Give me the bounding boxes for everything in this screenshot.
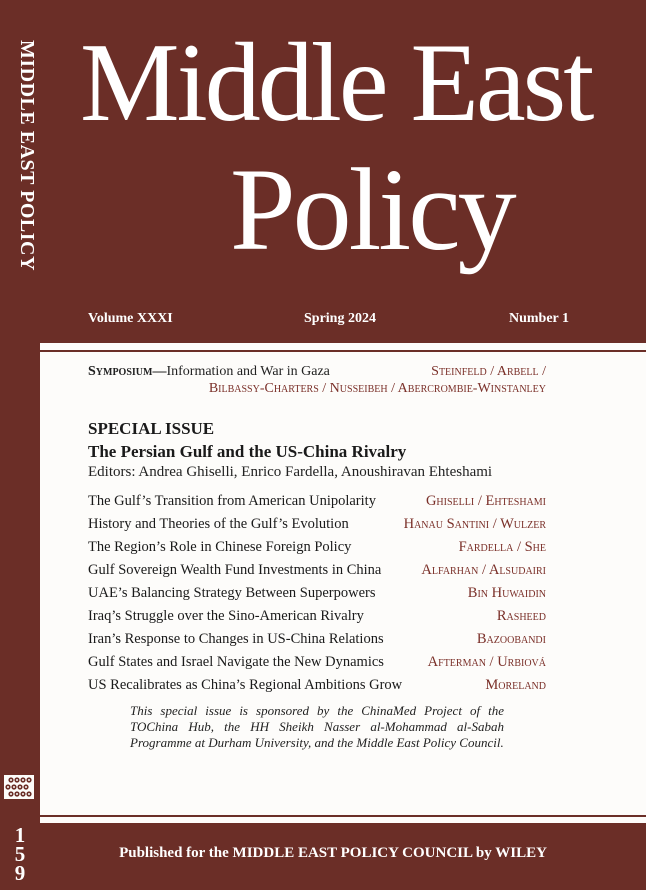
symposium-topic: Information and War in Gaza: [166, 364, 330, 379]
article-title: UAE’s Balancing Strategy Between Superpowers: [88, 585, 376, 601]
toc-entry: [88, 516, 546, 539]
article-title: History and Theories of the Gulf’s Evolution: [88, 516, 349, 532]
toc-entry: [88, 493, 546, 516]
journal-title-line2: Policy: [230, 144, 514, 275]
article-authors: Ghiselli / Ehteshami: [425, 493, 546, 509]
spine-issue-digit: 9: [14, 861, 26, 885]
article-title: Gulf Sovereign Wealth Fund Investments in China: [88, 562, 382, 578]
article-authors: Bin Huwaidin: [467, 585, 546, 601]
bottom-rule: [40, 815, 646, 817]
spine-issue-digit: 5: [14, 842, 26, 866]
toc-entry: [88, 654, 546, 677]
article-authors: Rasheed: [496, 608, 546, 624]
article-title: US Recalibrates as China’s Regional Ambitions Grow: [88, 677, 403, 693]
symposium-authors: Bilbassy-Charters / Nusseibeh / Abercrombie-Winstanley: [208, 381, 546, 396]
journal-title-line1: Middle East: [80, 21, 592, 145]
symposium-block: [88, 363, 546, 396]
spine-title: MIDDLE EAST POLICY: [16, 40, 38, 271]
symposium-label: Symposium—: [88, 364, 167, 379]
spine-issue-digit: 1: [14, 823, 26, 847]
top-rule: [40, 350, 646, 352]
article-title: Gulf States and Israel Navigate the New Dynamics: [88, 654, 384, 670]
article-authors: Moreland: [485, 677, 546, 693]
publisher-line: Published for the MIDDLE EAST POLICY COUNCIL by WILEY: [119, 845, 547, 861]
toc-entry: [88, 608, 546, 631]
table-of-contents: [88, 493, 546, 700]
toc-entry: [88, 539, 546, 562]
article-authors: Afterman / Urbiová: [427, 654, 546, 670]
season-label: Spring 2024: [304, 311, 376, 326]
article-authors: Hanau Santini / Wulzer: [403, 516, 546, 532]
toc-entry: [88, 677, 546, 700]
symposium-authors: Steinfeld / Arbell /: [431, 364, 546, 379]
toc-entry: [88, 562, 546, 585]
article-authors: Fardella / She: [458, 539, 546, 555]
article-title: The Region’s Role in Chinese Foreign Policy: [88, 539, 352, 555]
toc-entry: [88, 631, 546, 654]
special-issue-label: SPECIAL ISSUE: [88, 419, 215, 438]
wiley-logo-icon: [4, 775, 34, 799]
volume-label: Volume XXXI: [88, 311, 173, 326]
special-issue-title: The Persian Gulf and the US-China Rivalry: [88, 442, 407, 461]
article-authors: Alfarhan / Alsudairi: [421, 562, 546, 578]
toc-entry: [88, 585, 546, 608]
sponsor-note: This special issue is sponsored by the ChinaMed Project of the TOChina Hub, the HH Sheikh Nasser al-Mohammad al-Sabah Programme at Durham University, and the Middle East Policy Council.: [130, 703, 504, 750]
article-title: Iraq’s Struggle over the Sino-American Rivalry: [88, 608, 364, 624]
issue-number-label: Number 1: [509, 311, 570, 326]
article-title: The Gulf’s Transition from American Unipolarity: [88, 493, 376, 509]
article-title: Iran’s Response to Changes in US-China Relations: [88, 631, 384, 647]
editors-line: Editors: Andrea Ghiselli, Enrico Fardella, Anoushiravan Ehteshami: [88, 464, 493, 480]
article-authors: Bazoobandi: [476, 631, 546, 647]
